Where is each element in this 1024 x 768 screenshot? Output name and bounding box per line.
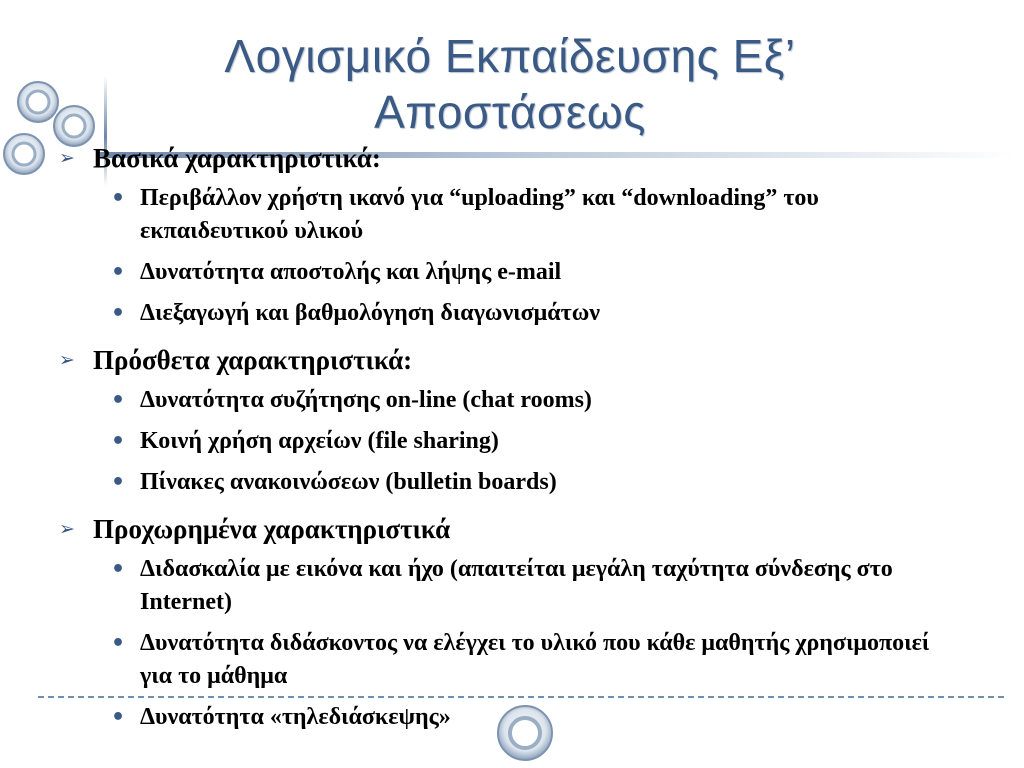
list-item-text: Δυνατότητα συζήτησης on-line (chat rooms) [140,387,592,413]
list-item [55,297,955,330]
list-item-text: Δυνατότητα διδάσκοντος να ελέγχει το υλικό που κάθε μαθητής χρησιμοποιεί για το μάθημα [140,630,930,689]
section-heading-text: Προχωρημένα χαρακτηριστικά [93,514,451,544]
ring-logo-icon [495,703,555,763]
list-item [55,425,955,458]
list-item [55,384,955,417]
section-heading-additional [55,344,955,376]
slide-title [150,28,870,140]
slide-title-line-2: Αποστάσεως [374,86,646,138]
list-item [55,182,955,248]
dot-bullet-icon: • [111,631,126,656]
list-item [55,553,955,619]
list-item-text: Διδασκαλία με εικόνα και ήχο (απαιτείται μεγάλη ταχύτητα σύνδεσης στο Internet) [140,556,893,615]
section-heading-text: Πρόσθετα χαρακτηριστικά: [93,345,413,375]
slide-title-line-1: Λογισμικό Εκπαίδευσης Εξ’ [224,30,796,82]
section-heading-text: Βασικά χαρακτηριστικά: [93,143,381,173]
section-heading-basic [55,142,955,174]
list-item-text: Δυνατότητα «τηλεδιάσκεψης» [140,704,451,730]
list-item-text: Περιβάλλον χρήστη ικανό για “uploading” και “downloading” του εκπαιδευτικού υλικού [140,185,819,244]
dot-bullet-icon: • [111,186,126,211]
dot-bullet-icon: • [111,470,126,495]
arrowhead-bullet-icon: ➢ [59,518,75,540]
list-item-text: Πίνακες ανακοινώσεων (bulletin boards) [140,469,557,495]
arrowhead-bullet-icon: ➢ [59,147,75,169]
list-item-text: Διεξαγωγή και βαθμολόγηση διαγωνισμάτων [140,300,601,326]
dot-bullet-icon: • [111,557,126,582]
dot-bullet-icon: • [111,260,126,285]
ring-icon [18,82,58,122]
dot-bullet-icon: • [111,388,126,413]
dot-bullet-icon: • [111,705,126,730]
list-item [55,466,955,499]
footer-dashed-divider [38,696,1004,698]
ring-icon [54,106,94,146]
list-item [55,256,955,289]
list-item [55,627,955,693]
list-item-text: Δυνατότητα αποστολής και λήψης e-mail [140,259,562,285]
list-item-text: Κοινή χρήση αρχείων (file sharing) [140,428,499,454]
slide-body [55,142,955,734]
dot-bullet-icon: • [111,429,126,454]
arrowhead-bullet-icon: ➢ [59,349,75,371]
section-heading-advanced [55,513,955,545]
ring-icon [4,134,44,174]
dot-bullet-icon: • [111,301,126,326]
